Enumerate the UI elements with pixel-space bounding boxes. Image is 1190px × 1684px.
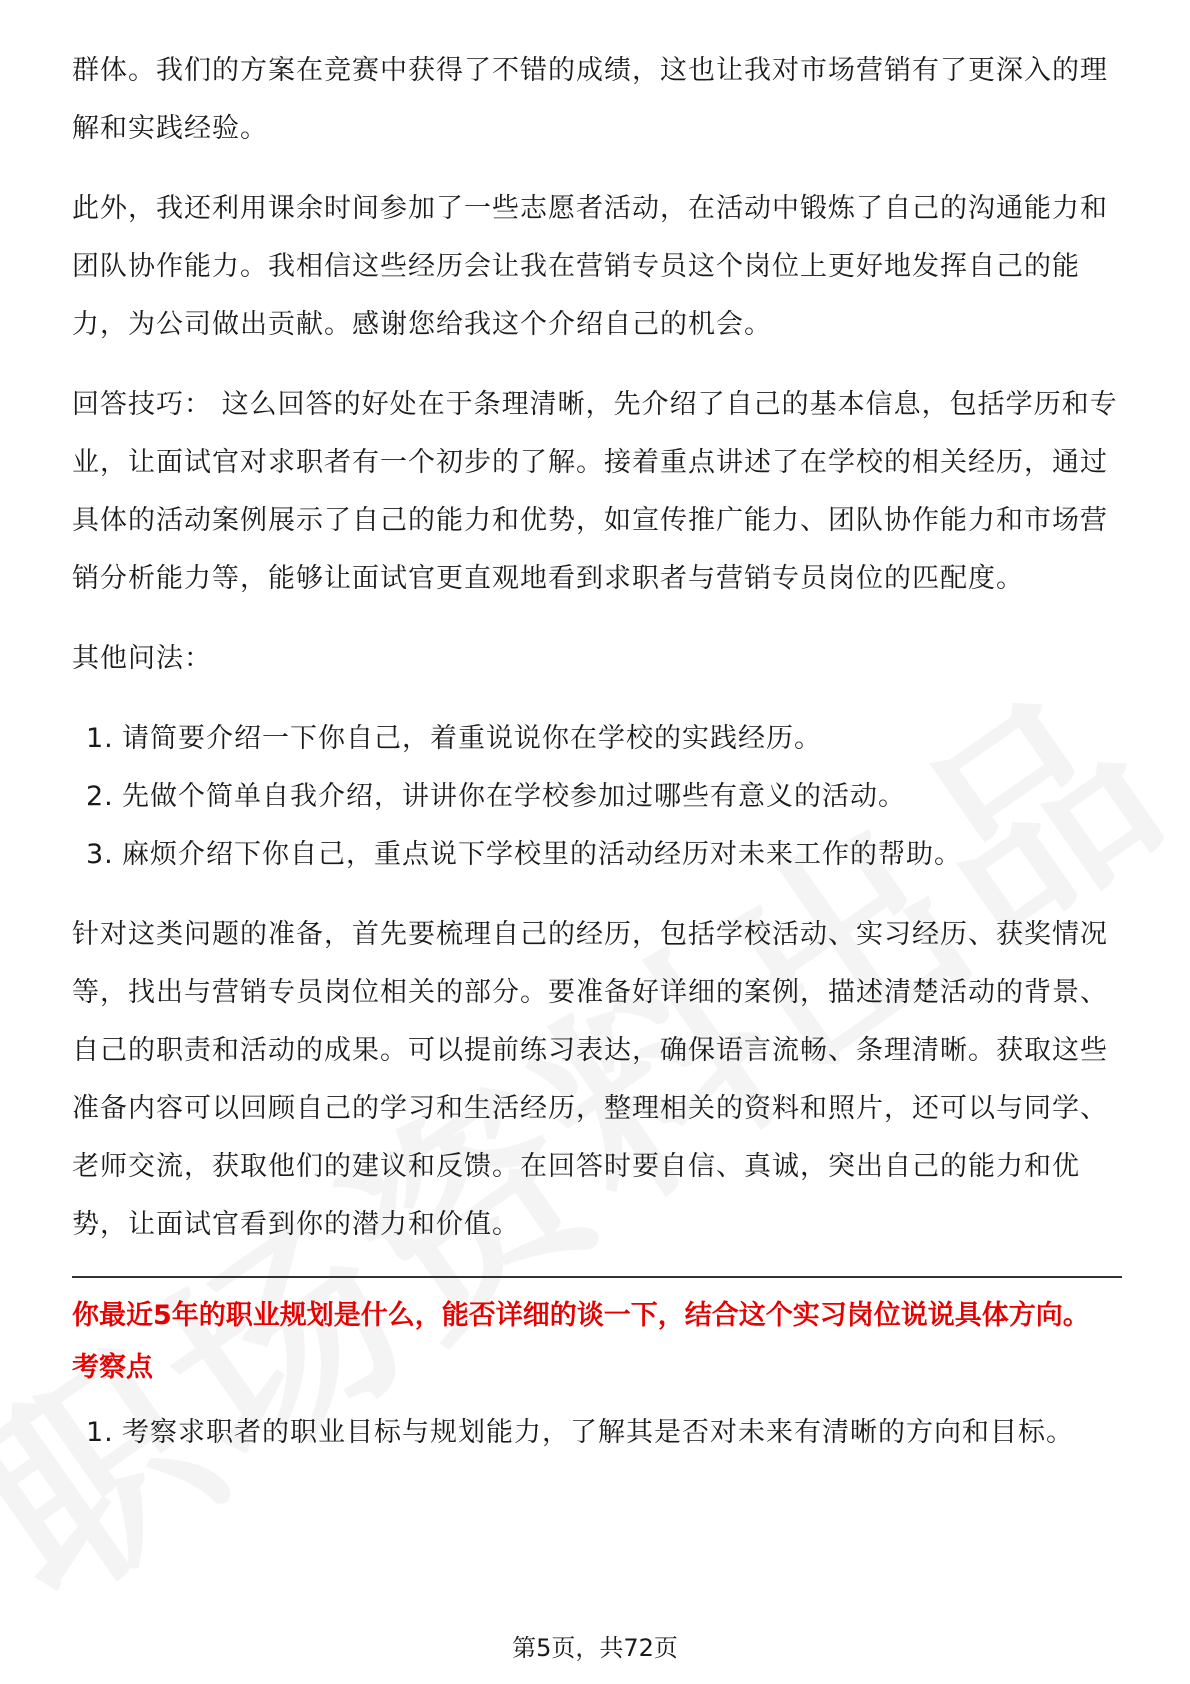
list-item: [72, 826, 1122, 884]
other-questions-list: [72, 710, 1122, 884]
list-item-number: 1.: [86, 723, 114, 754]
paragraph-competition-result: 群体。我们的方案在竞赛中获得了不错的成绩，这也让我对市场营销有了更深入的理解和实践经验。: [72, 55, 1108, 144]
inspection-points-list: [72, 1404, 1122, 1462]
page-content: [72, 42, 1122, 1484]
list-item-number: 3.: [86, 839, 114, 870]
list-item-text: 请简要介绍一下你自己，着重说说你在学校的实践经历。: [122, 723, 822, 754]
list-item-text: 考察求职者的职业目标与规划能力，了解其是否对未来有清晰的方向和目标。: [122, 1417, 1074, 1448]
other-questions-heading: 其他问法：: [72, 643, 212, 674]
list-item-text: 麻烦介绍下你自己，重点说下学校里的活动经历对未来工作的帮助。: [122, 839, 962, 870]
list-item-number: 1.: [86, 1417, 114, 1448]
list-item: [72, 768, 1122, 826]
section-divider: [72, 1276, 1122, 1278]
paragraph-preparation: 针对这类问题的准备，首先要梳理自己的经历，包括学校活动、实习经历、获奖情况等，找出与营销专员岗位相关的部分。要准备好详细的案例，描述清楚活动的背景、自己的职责和活动的成果。可以提前练习表达，确保语言流畅、条理清晰。获取这些准备内容可以回顾自己的学习和生活经历，整理相关的资料和照片，还可以与同学、老师交流，获取他们的建议和反馈。在回答时要自信、真诚，突出自己的能力和优势，让面试官看到你的潜力和价值。: [72, 919, 1108, 1240]
list-item: [72, 710, 1122, 768]
interview-question-title: 你最近5年的职业规划是什么，能否详细的谈一下，结合这个实习岗位说说具体方向。: [72, 1300, 1090, 1331]
paragraph-volunteer: 此外，我还利用课余时间参加了一些志愿者活动，在活动中锻炼了自己的沟通能力和团队协作能力。我相信这些经历会让我在营销专员这个岗位上更好地发挥自己的能力，为公司做出贡献。感谢您给我这个介绍自己的机会。: [72, 193, 1108, 340]
list-item: [72, 1404, 1122, 1462]
paragraph-answer-tips: 回答技巧： 这么回答的好处在于条理清晰，先介绍了自己的基本信息，包括学历和专业，让面试官对求职者有一个初步的了解。接着重点讲述了在学校的相关经历，通过具体的活动案例展示了自己的能力和优势，如宣传推广能力、团队协作能力和市场营销分析能力等，能够让面试官更直观地看到求职者与营销专员岗位的匹配度。: [72, 389, 1118, 594]
list-item-text: 先做个简单自我介绍，讲讲你在学校参加过哪些有意义的活动。: [122, 781, 906, 812]
inspection-points-heading: 考察点: [72, 1352, 153, 1383]
page-number-footer: 第5页，共72页: [512, 1634, 678, 1662]
list-item-number: 2.: [86, 781, 114, 812]
